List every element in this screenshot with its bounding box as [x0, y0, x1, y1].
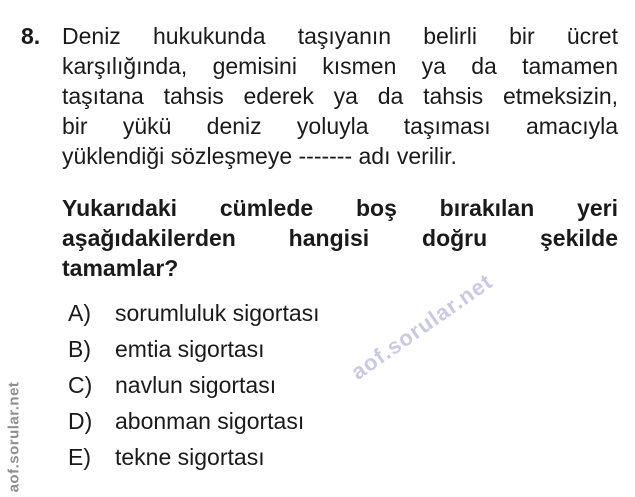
watermark-left: aof.sorular.net — [5, 381, 23, 493]
option-text: abonman sigortası — [115, 408, 305, 434]
options-list — [68, 295, 320, 475]
option-letter: E) — [68, 444, 91, 470]
answer-option-a — [68, 295, 320, 331]
watermark-diagonal: aof.sorular.net — [346, 268, 498, 385]
stem-line: karşılığında, gemisini kısmen ya da tamamen — [62, 53, 618, 79]
stem-line: bir yükü deniz yoluyla taşıması amacıyla — [62, 113, 618, 139]
option-text: sorumluluk sigortası — [115, 300, 320, 326]
stem-line: taşıtana tahsis ederek ya da tahsis etmeksizin, — [62, 83, 618, 109]
question-number: 8. — [21, 23, 41, 49]
option-text: tekne sigortası — [115, 444, 265, 470]
answer-option-b — [68, 331, 320, 367]
option-text: navlun sigortası — [115, 372, 277, 398]
answer-option-c — [68, 367, 320, 403]
option-letter: A) — [68, 300, 91, 326]
option-letter: C) — [68, 372, 93, 398]
stem-line: Deniz hukukunda taşıyanın belirli bir ücret — [62, 23, 618, 49]
prompt-line: Yukarıdaki cümlede boş bırakılan yeri — [62, 195, 618, 221]
option-text: emtia sigortası — [115, 336, 265, 362]
stem-line: yüklendiği sözleşmeye ------- adı verilir. — [62, 143, 457, 169]
prompt-line: tamamlar? — [62, 255, 179, 281]
answer-option-d — [68, 403, 320, 439]
prompt-line: aşağıdakilerden hangisi doğru şekilde — [62, 225, 618, 251]
answer-option-e — [68, 439, 320, 475]
question-prompt — [62, 193, 618, 283]
option-letter: D) — [68, 408, 93, 434]
option-letter: B) — [68, 336, 91, 362]
question-stem — [62, 21, 618, 171]
